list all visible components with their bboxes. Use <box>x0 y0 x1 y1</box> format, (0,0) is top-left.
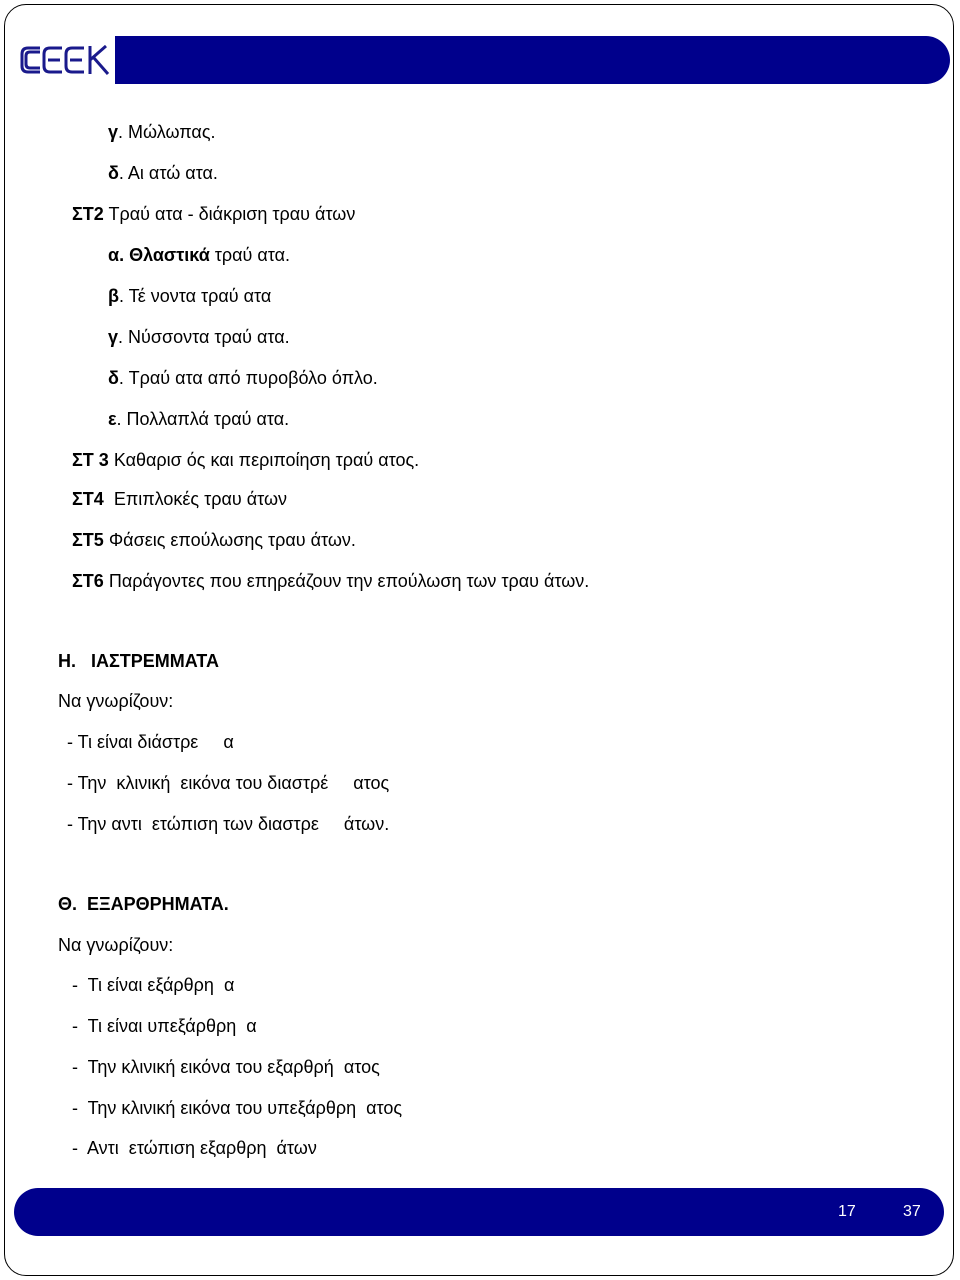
text-line: Να γνωρίζουν: <box>58 935 174 955</box>
list-item: - Τι είναι υπεξάρθρη α <box>62 1016 257 1036</box>
text-line: γ. Νύσσοντα τραύ ατα. <box>108 327 290 347</box>
ceek-logo <box>20 40 110 80</box>
text-line: ΣΤ5 Φάσεις επούλωσης τραυ άτων. <box>72 530 356 550</box>
list-item: - Αντι ετώπιση εξαρθρη άτων <box>62 1138 317 1158</box>
text-line: ε. Πολλαπλά τραύ ατα. <box>108 409 290 429</box>
page-number-total: 37 <box>903 1203 921 1220</box>
text-line: ΣΤ4 Επιπλοκές τραυ άτων <box>72 489 288 509</box>
text-line: δ. Αι ατώ ατα. <box>108 163 218 183</box>
header-bar <box>15 36 950 84</box>
text-line: Να γνωρίζουν: <box>58 691 174 711</box>
text-line: ΣΤ2 Τραύ ατα - διάκριση τραυ άτων <box>72 204 356 224</box>
text-line: ΣΤ 3 Καθαρισ ός και περιποίηση τραύ ατος. <box>72 450 420 470</box>
page-frame <box>4 4 954 1276</box>
section-heading: Η. ΙΑΣΤΡΕΜΜΑΤΑ <box>58 651 219 671</box>
list-item: - Την κλινική εικόνα του εξαρθρή ατος <box>62 1057 380 1077</box>
text-line: γ. Μώλωπας. <box>108 122 216 142</box>
text-line: ΣΤ6 Παράγοντες που επηρεάζουν την επούλωση των τραυ άτων. <box>72 571 590 591</box>
text-line: β. Τέ νοντα τραύ ατα <box>108 286 272 306</box>
page-number-current: 17 <box>838 1203 856 1220</box>
text-line: δ. Τραύ ατα από πυροβόλο όπλο. <box>108 368 378 388</box>
list-item: - Την κλινική εικόνα του υπεξάρθρη ατος <box>62 1098 403 1118</box>
footer-bar <box>14 1188 944 1236</box>
text-line: α. Θλαστικά τραύ ατα. <box>108 245 291 265</box>
list-item: - Την κλινική εικόνα του διαστρέ ατος <box>62 773 390 793</box>
list-item: - Την αντι ετώπιση των διαστρε άτων. <box>62 814 390 834</box>
list-item: - Τι είναι διάστρε α <box>62 732 234 752</box>
section-heading: Θ. ΕΞΑΡΘΡΗΜΑΤΑ. <box>58 894 229 914</box>
list-item: - Τι είναι εξάρθρη α <box>62 975 235 995</box>
